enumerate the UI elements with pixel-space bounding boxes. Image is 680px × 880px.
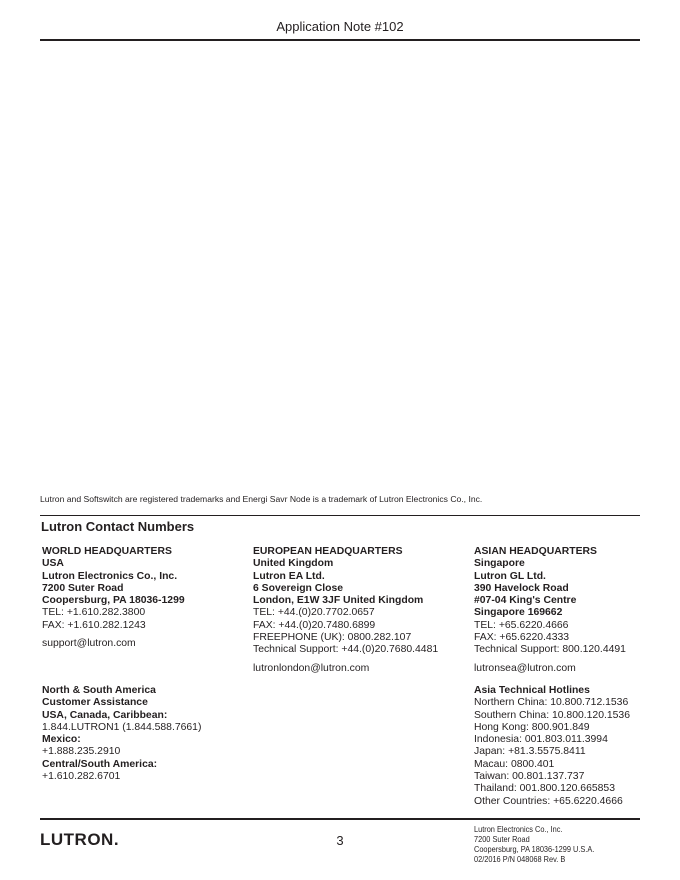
lutron-logo: LUTRON. (40, 830, 120, 849)
footer-address-line: Lutron Electronics Co., Inc. (474, 824, 563, 834)
hotline-item: Taiwan: 00.801.137.737 (474, 771, 585, 783)
trademark-notice: Lutron and Softswitch are registered trademarks and Energi Savr Node is a trademark of Lutron Electronics Co., Inc. (40, 494, 483, 504)
world-hq-country: USA (42, 558, 64, 570)
central-south-america-number: +1.610.282.6701 (42, 771, 121, 783)
page-number: 3 (336, 833, 344, 848)
hotline-item: Indonesia: 001.803.011.3994 (474, 734, 608, 746)
asia-hotlines-block (474, 685, 630, 808)
americas-heading: North & South America (42, 685, 156, 696)
world-hq-street: 7200 Suter Road (42, 582, 124, 594)
contact-section-title: Lutron Contact Numbers (41, 519, 195, 534)
hotline-item: Other Countries: +65.6220.4666 (474, 795, 623, 807)
asia-hq-email[interactable]: lutronsea@lutron.com (474, 662, 576, 674)
contact-rule (40, 515, 640, 516)
hotline-item: Northern China: 10.800.712.1536 (474, 697, 629, 709)
footer-address-line: Coopersburg, PA 18036-1299 U.S.A. (474, 844, 595, 854)
asia-hq-country: Singapore (474, 558, 525, 570)
world-headquarters-block (42, 546, 185, 650)
asian-headquarters-block (474, 546, 626, 675)
footer-address (474, 824, 594, 864)
hotline-item: Hong Kong: 800.901.849 (474, 721, 590, 733)
asia-hq-fax: FAX: +65.6220.4333 (474, 632, 570, 644)
europe-hq-street: 6 Sovereign Close (253, 582, 344, 594)
footer-rule (40, 818, 640, 820)
world-hq-email[interactable]: support@lutron.com (42, 638, 136, 650)
asia-hq-street: 390 Havelock Road (474, 582, 569, 594)
americas-assistance-block (42, 685, 201, 783)
asia-hq-heading: ASIAN HEADQUARTERS (474, 546, 597, 557)
europe-hq-city: London, E1W 3JF United Kingdom (253, 595, 424, 607)
europe-hq-support: Technical Support: +44.(0)20.7680.4481 (253, 644, 439, 656)
americas-subheading: Customer Assistance (42, 697, 148, 709)
europe-hq-heading: EUROPEAN HEADQUARTERS (253, 546, 403, 557)
hotline-item: Macau: 0800.401 (474, 758, 555, 770)
europe-hq-country: United Kingdom (253, 558, 334, 570)
footer-address-line: 02/2016 P/N 048068 Rev. B (474, 854, 566, 864)
europe-hq-tel: TEL: +44.(0)20.7702.0657 (253, 607, 375, 619)
europe-hq-email[interactable]: lutronlondon@lutron.com (253, 662, 370, 674)
asia-hq-support: Technical Support: 800.120.4491 (474, 644, 626, 656)
world-hq-company: Lutron Electronics Co., Inc. (42, 570, 178, 582)
page-header-title: Application Note #102 (276, 19, 404, 34)
europe-hq-fax: FAX: +44.(0)20.7480.6899 (253, 619, 376, 631)
asia-hq-unit: #07-04 King's Centre (474, 595, 577, 607)
hotline-item: Thailand: 001.800.120.665853 (474, 783, 615, 795)
european-headquarters-block (253, 546, 438, 675)
world-hq-fax: FAX: +1.610.282.1243 (42, 619, 146, 631)
europe-hq-freephone: FREEPHONE (UK): 0800.282.107 (253, 632, 412, 644)
header-rule (40, 39, 640, 41)
usa-canada-label: USA, Canada, Caribbean: (42, 709, 168, 721)
hotline-item: Southern China: 10.800.120.1536 (474, 709, 630, 721)
asia-hq-company: Lutron GL Ltd. (474, 570, 546, 582)
footer-address-line: 7200 Suter Road (474, 834, 530, 844)
asia-hq-tel: TEL: +65.6220.4666 (474, 619, 569, 631)
mexico-label: Mexico: (42, 734, 81, 746)
asia-hotlines-heading: Asia Technical Hotlines (474, 685, 590, 696)
hotline-item: Japan: +81.3.5575.8411 (474, 746, 586, 758)
europe-hq-company: Lutron EA Ltd. (253, 570, 325, 582)
world-hq-tel: TEL: +1.610.282.3800 (42, 607, 146, 619)
world-hq-city: Coopersburg, PA 18036-1299 (42, 595, 185, 607)
world-hq-heading: WORLD HEADQUARTERS (42, 546, 172, 557)
asia-hq-city: Singapore 169662 (474, 607, 563, 619)
usa-canada-number: 1.844.LUTRON1 (1.844.588.7661) (42, 721, 202, 733)
central-south-america-label: Central/South America: (42, 758, 158, 770)
mexico-number: +1.888.235.2910 (42, 746, 121, 758)
